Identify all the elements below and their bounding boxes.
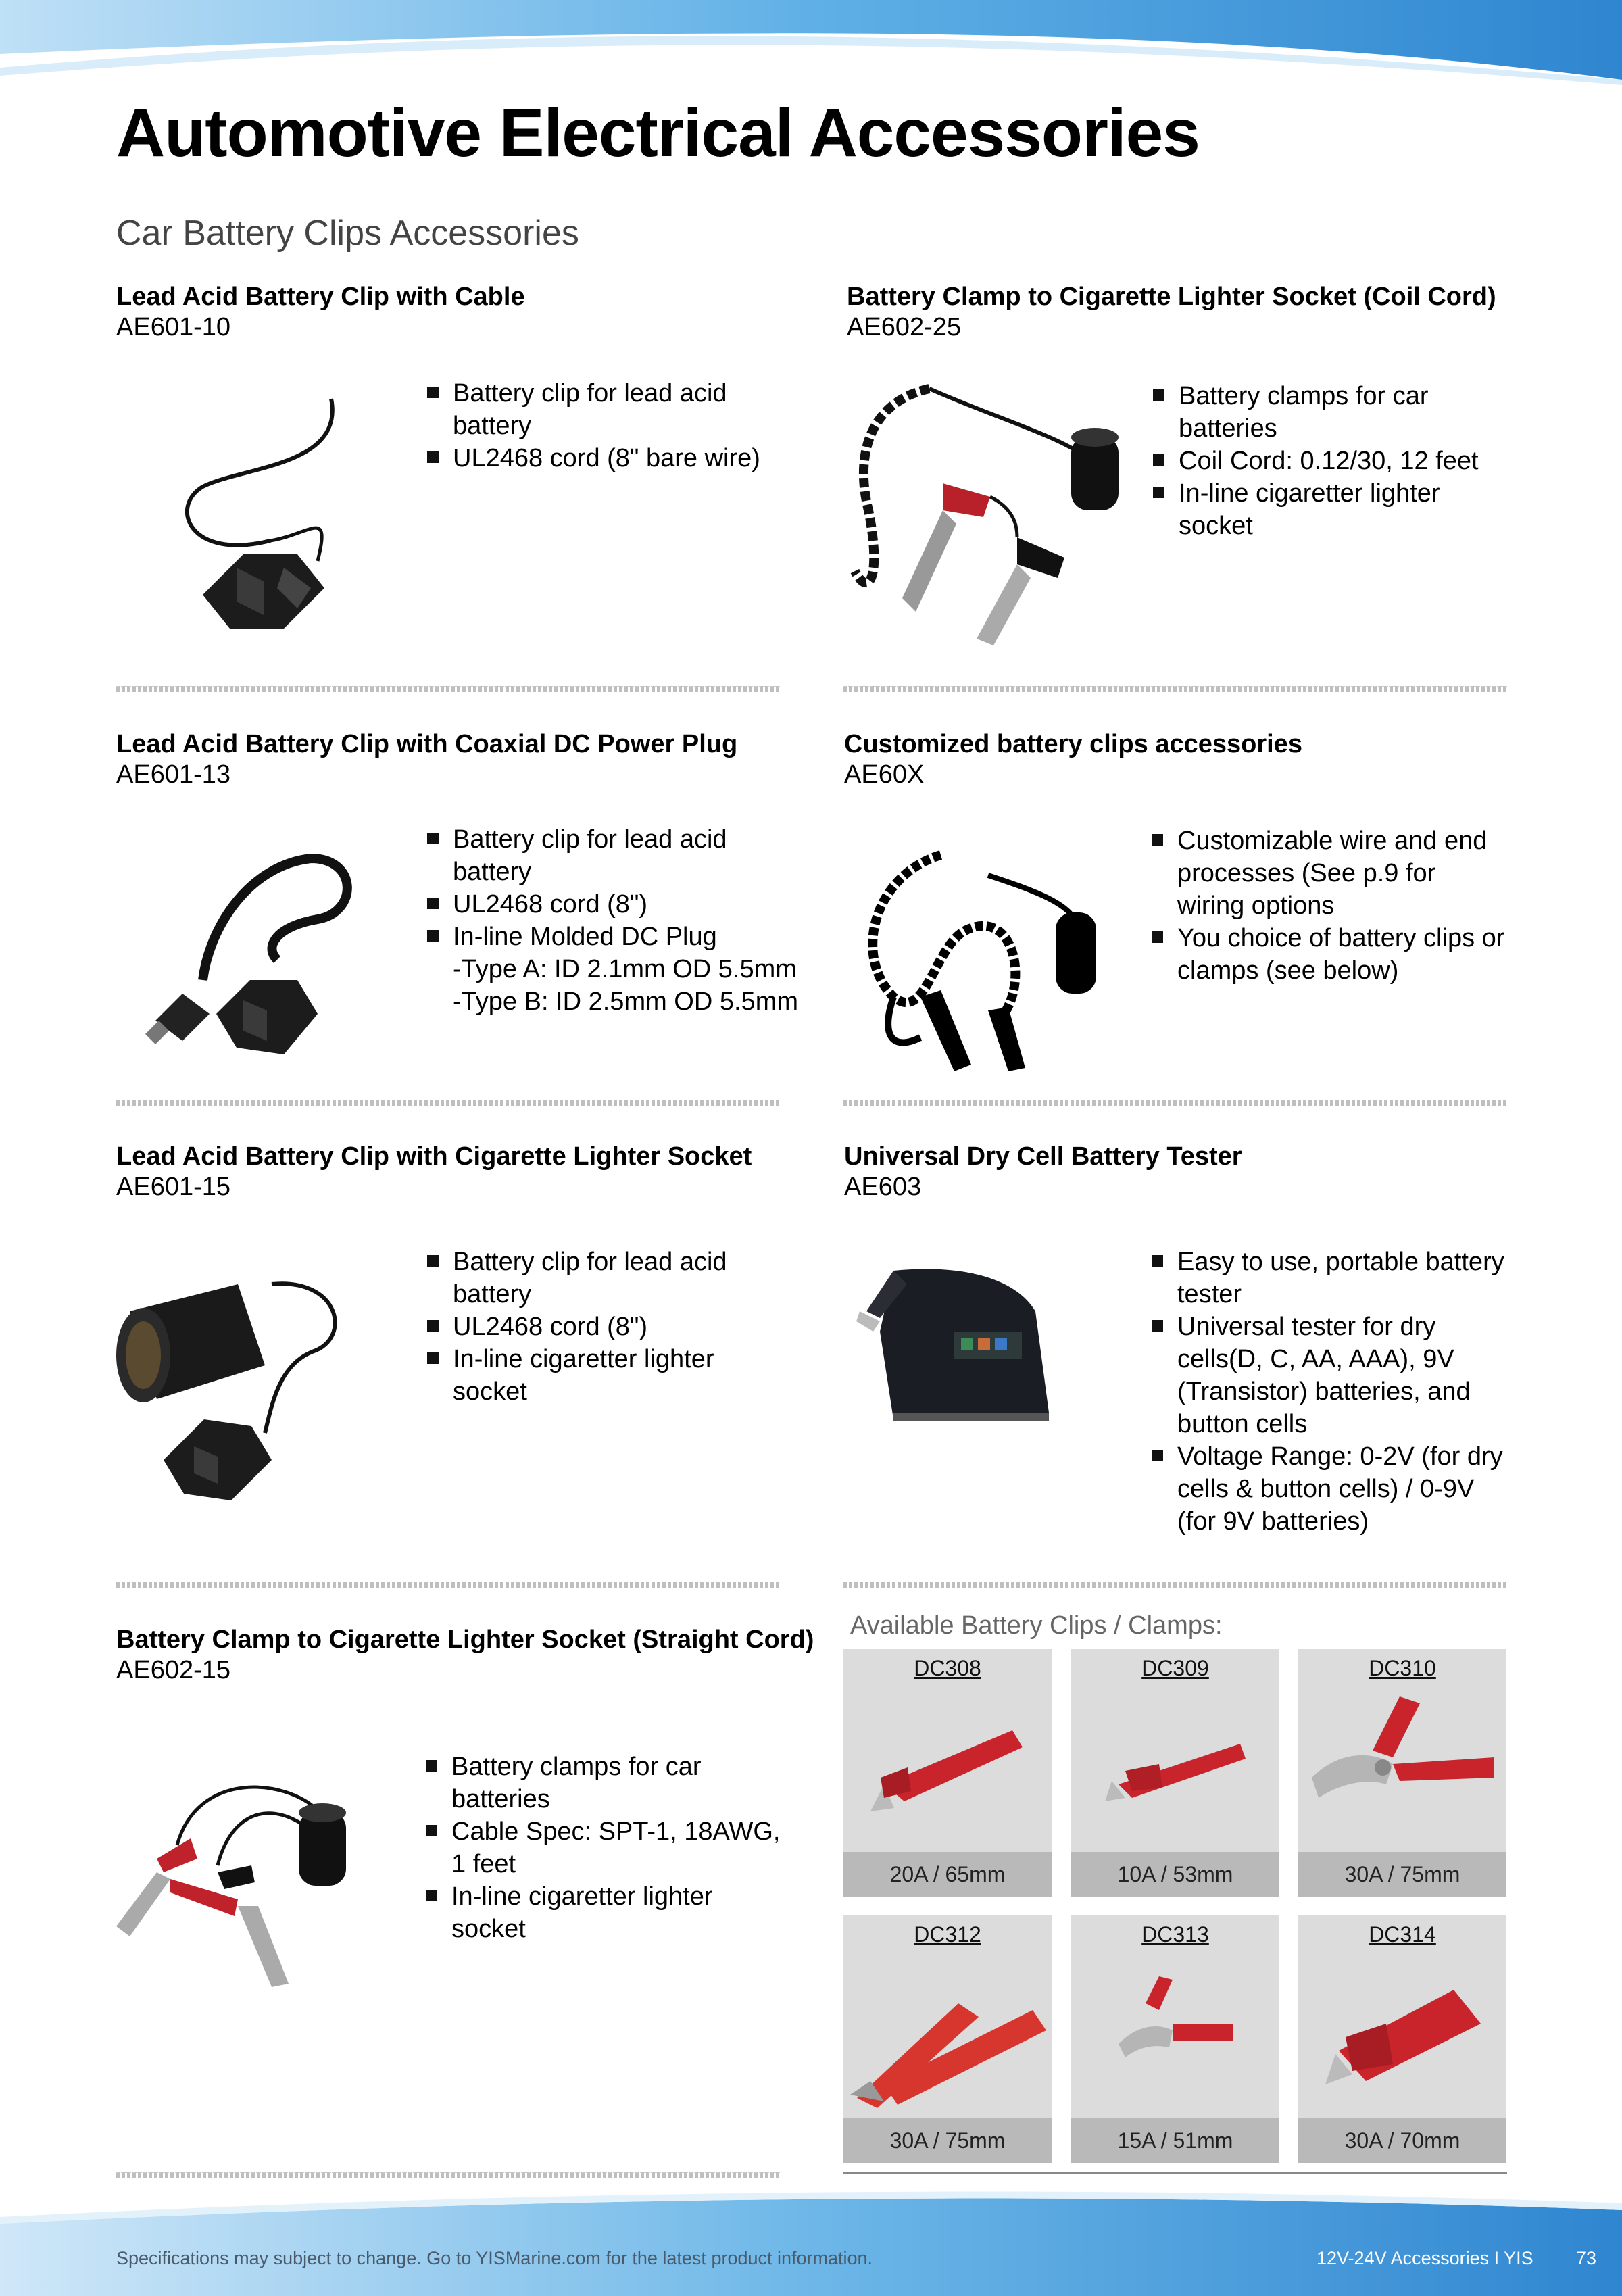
feature-item: Battery clip for lead acid battery <box>426 377 777 442</box>
separator <box>116 2172 781 2178</box>
clip-card-dc312 <box>843 1915 1052 2163</box>
product-header-ae601-10 <box>116 283 525 342</box>
clip-code: DC312 <box>914 1922 981 1947</box>
clip-card-dc313 <box>1071 1915 1279 2163</box>
feature-item: Easy to use, portable battery tester <box>1150 1246 1508 1311</box>
footer-wave <box>0 2190 1622 2296</box>
section-title: Car Battery Clips Accessories <box>116 214 579 253</box>
product-code: AE603 <box>844 1173 922 1201</box>
product-name: Lead Acid Battery Clip with Coaxial DC Power Plug <box>116 730 738 758</box>
product-header-ae603 <box>844 1142 1242 1202</box>
feature-item: In-line cigaretter lighter socket <box>424 1880 783 1945</box>
product-code: AE602-25 <box>847 313 962 341</box>
product-code: AE60X <box>844 760 925 789</box>
feature-item: Battery clip for lead acid battery <box>426 1246 777 1311</box>
clip-spec: 30A / 75mm <box>1298 1852 1506 1897</box>
product-code: AE602-15 <box>116 1656 231 1684</box>
feature-item: Voltage Range: 0-2V (for dry cells & button cells) / 0-9V (for 9V batteries) <box>1150 1440 1508 1538</box>
custom-clips-photo <box>853 848 1116 1078</box>
feature-list-ae602-15 <box>424 1751 783 1945</box>
feature-list-ae601-15 <box>426 1246 777 1408</box>
feature-list-ae601-13 <box>426 823 804 1018</box>
separator <box>116 1582 781 1588</box>
product-header-ae602-15 <box>116 1626 814 1685</box>
feature-item: Battery clamps for car batteries <box>424 1751 783 1815</box>
clip-spec: 20A / 65mm <box>843 1852 1052 1897</box>
product-header-ae602-25 <box>847 283 1496 342</box>
feature-item: In-line cigaretter lighter socket <box>426 1343 777 1408</box>
feature-item: Battery clip for lead acid battery <box>426 823 804 888</box>
small-clamp-icon <box>1071 1949 1279 2111</box>
clip-code: DC313 <box>1141 1922 1209 1947</box>
product-name: Lead Acid Battery Clip with Cigarette Lighter Socket <box>116 1142 752 1171</box>
clip-spec: 30A / 75mm <box>843 2118 1052 2163</box>
cigarette-socket-clip-photo <box>116 1264 360 1507</box>
clip-code: DC308 <box>914 1656 981 1680</box>
red-clamp-icon <box>1298 1683 1506 1845</box>
product-header-ae60x <box>844 730 1302 789</box>
feature-item: UL2468 cord (8" bare wire) <box>426 442 777 474</box>
feature-list-ae602-25 <box>1152 380 1503 542</box>
feature-item: Coil Cord: 0.12/30, 12 feet <box>1152 445 1503 477</box>
red-clip-icon <box>1071 1683 1279 1845</box>
clip-card-dc309 <box>1071 1649 1279 1897</box>
battery-clip-cable-photo <box>162 385 365 642</box>
product-code: AE601-15 <box>116 1173 231 1201</box>
feature-list-ae60x <box>1150 825 1508 987</box>
feature-list-ae603 <box>1150 1246 1508 1538</box>
feature-item: Customizable wire and end processes (See p.9 for wiring options <box>1150 825 1508 922</box>
clip-code: DC314 <box>1369 1922 1436 1947</box>
clip-code: DC310 <box>1369 1656 1436 1680</box>
product-name: Battery Clamp to Cigarette Lighter Socket (Straight Cord) <box>116 1626 814 1654</box>
product-code: AE601-13 <box>116 760 231 789</box>
feature-item: Battery clamps for car batteries <box>1152 380 1503 445</box>
product-name: Customized battery clips accessories <box>844 730 1302 758</box>
product-code: AE601-10 <box>116 313 231 341</box>
coil-cord-clamp-photo <box>841 375 1139 652</box>
separator <box>843 1582 1507 1588</box>
clip-spec: 15A / 51mm <box>1071 2118 1279 2163</box>
feature-sub-line: -Type B: ID 2.5mm OD 5.5mm <box>453 987 798 1016</box>
clip-spec: 10A / 53mm <box>1071 1852 1279 1897</box>
product-name: Universal Dry Cell Battery Tester <box>844 1142 1242 1171</box>
page-number: 73 <box>1576 2248 1597 2268</box>
feature-item: Universal tester for dry cells(D, C, AA, AAA), 9V (Transistor) batteries, and button cells <box>1150 1311 1508 1440</box>
separator <box>116 1100 781 1106</box>
red-clamp-icon <box>843 1949 1052 2111</box>
feature-item: You choice of battery clips or clamps (see below) <box>1150 922 1508 987</box>
clips-heading: Available Battery Clips / Clamps: <box>850 1611 1223 1640</box>
clip-card-dc310 <box>1298 1649 1506 1897</box>
feature-item: In-line cigaretter lighter socket <box>1152 477 1503 542</box>
feature-list-ae601-10 <box>426 377 777 474</box>
header-wave <box>0 0 1622 95</box>
feature-item: Cable Spec: SPT-1, 18AWG, 1 feet <box>424 1815 783 1880</box>
feature-item: UL2468 cord (8") <box>426 888 804 921</box>
feature-item: UL2468 cord (8") <box>426 1311 777 1343</box>
product-name: Battery Clamp to Cigarette Lighter Socket (Coil Cord) <box>847 283 1496 311</box>
battery-tester-photo <box>853 1257 1056 1426</box>
red-clip-icon <box>843 1683 1052 1845</box>
clip-code: DC309 <box>1141 1656 1209 1680</box>
separator <box>843 1100 1507 1106</box>
separator <box>843 686 1507 692</box>
clip-spec: 30A / 70mm <box>1298 2118 1506 2163</box>
page-title: Automotive Electrical Accessories <box>116 95 1200 171</box>
product-header-ae601-15 <box>116 1142 752 1202</box>
red-clip-icon <box>1298 1949 1506 2111</box>
straight-cord-clamp-photo <box>116 1771 373 2007</box>
separator <box>116 686 781 692</box>
clip-card-dc308 <box>843 1649 1052 1897</box>
dc-plug-clip-photo <box>142 845 372 1061</box>
clips-bottom-rule <box>843 2172 1507 2174</box>
footer-category: 12V-24V Accessories I YIS <box>1317 2248 1533 2268</box>
feature-sub-line: -Type A: ID 2.1mm OD 5.5mm <box>453 955 797 983</box>
clip-card-dc314 <box>1298 1915 1506 2163</box>
footer-note: Specifications may subject to change. Go to YISMarine.com for the latest product information. <box>116 2248 873 2268</box>
product-name: Lead Acid Battery Clip with Cable <box>116 283 525 311</box>
product-header-ae601-13 <box>116 730 737 789</box>
feature-item: In-line Molded DC Plug <box>426 921 804 953</box>
